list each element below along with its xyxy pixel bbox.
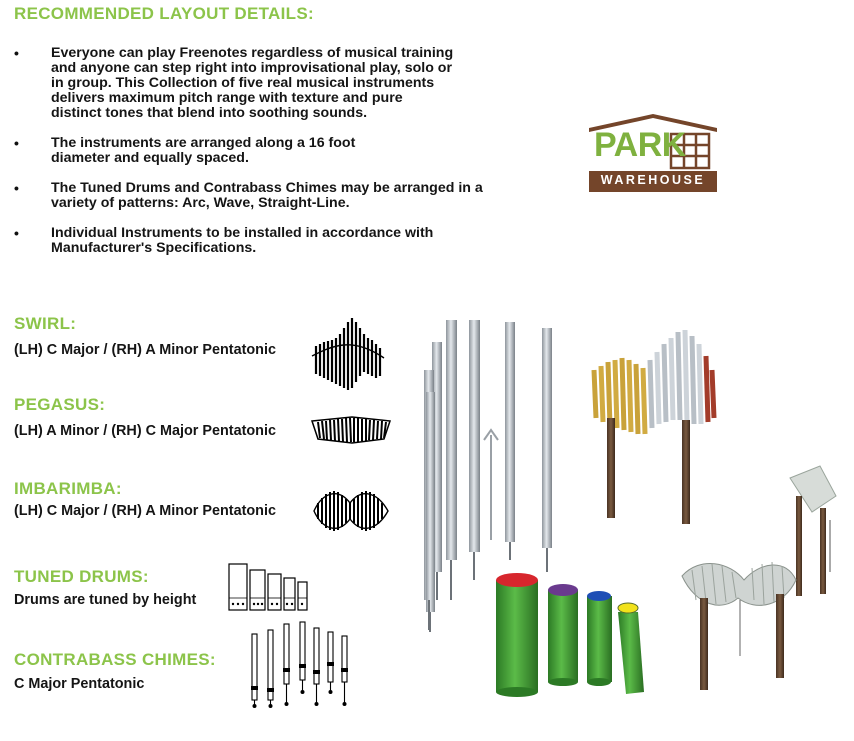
bullet-text: The instruments are arranged along a 16 foot diameter and equally spaced. [51, 135, 356, 166]
tuned-drums-detail: Drums are tuned by height [14, 592, 197, 608]
bullet-item [14, 226, 514, 256]
page-heading: RECOMMENDED LAYOUT DETAILS: [14, 4, 314, 23]
contrabass-chimes-detail: C Major Pentatonic [14, 676, 145, 692]
bullet-marker: • [14, 180, 19, 196]
pegasus-detail: (LH) A Minor / (RH) C Major Pentatonic [14, 423, 276, 439]
bullet-item [14, 181, 514, 211]
swirl-title: SWIRL: [14, 314, 77, 333]
swirl-detail: (LH) C Major / (RH) A Minor Pentatonic [14, 342, 276, 358]
bullet-marker: • [14, 45, 19, 61]
park-warehouse-logo [589, 112, 717, 194]
bullet-text: Individual Instruments to be installed in accordance with Manufacturer's Specifications. [51, 225, 434, 256]
logo-park-text: PARK [594, 126, 686, 164]
bullet-text: The Tuned Drums and Contrabass Chimes may be arranged in a variety of patterns: Arc, Wave, Straight-Line. [51, 180, 483, 211]
tuned-drums-icon [228, 562, 310, 612]
bullet-item [14, 136, 514, 166]
pegasus-title: PEGASUS: [14, 395, 106, 414]
pegasus-icon [312, 415, 392, 445]
imbarimba-title: IMBARIMBA: [14, 479, 122, 498]
logo-warehouse-text: WAREHOUSE [600, 173, 706, 187]
imbarimba-render [790, 466, 836, 596]
swirl-render [594, 330, 714, 524]
bullet-list [14, 46, 514, 270]
product-rendering [400, 300, 854, 741]
bullet-text: Everyone can play Freenotes regardless of musical training and anyone can step right into improvisational play, solo or in group. This Collection of five real musical instruments delivers maximum pitch range with texture and pure distinct tones that blend into soothing sounds. [51, 45, 454, 121]
imbarimba-detail: (LH) C Major / (RH) A Minor Pentatonic [14, 503, 276, 519]
pegasus-render [682, 562, 796, 690]
tuned-drums-render [496, 573, 644, 697]
bullet-marker: • [14, 135, 19, 151]
bullet-item [14, 46, 514, 121]
contrabass-chimes-icon [248, 620, 352, 708]
bullet-marker: • [14, 225, 19, 241]
contrabass-chimes-title: CONTRABASS CHIMES: [14, 650, 216, 669]
imbarimba-icon [312, 483, 390, 539]
swirl-icon [312, 316, 388, 394]
tuned-drums-title: TUNED DRUMS: [14, 567, 149, 586]
